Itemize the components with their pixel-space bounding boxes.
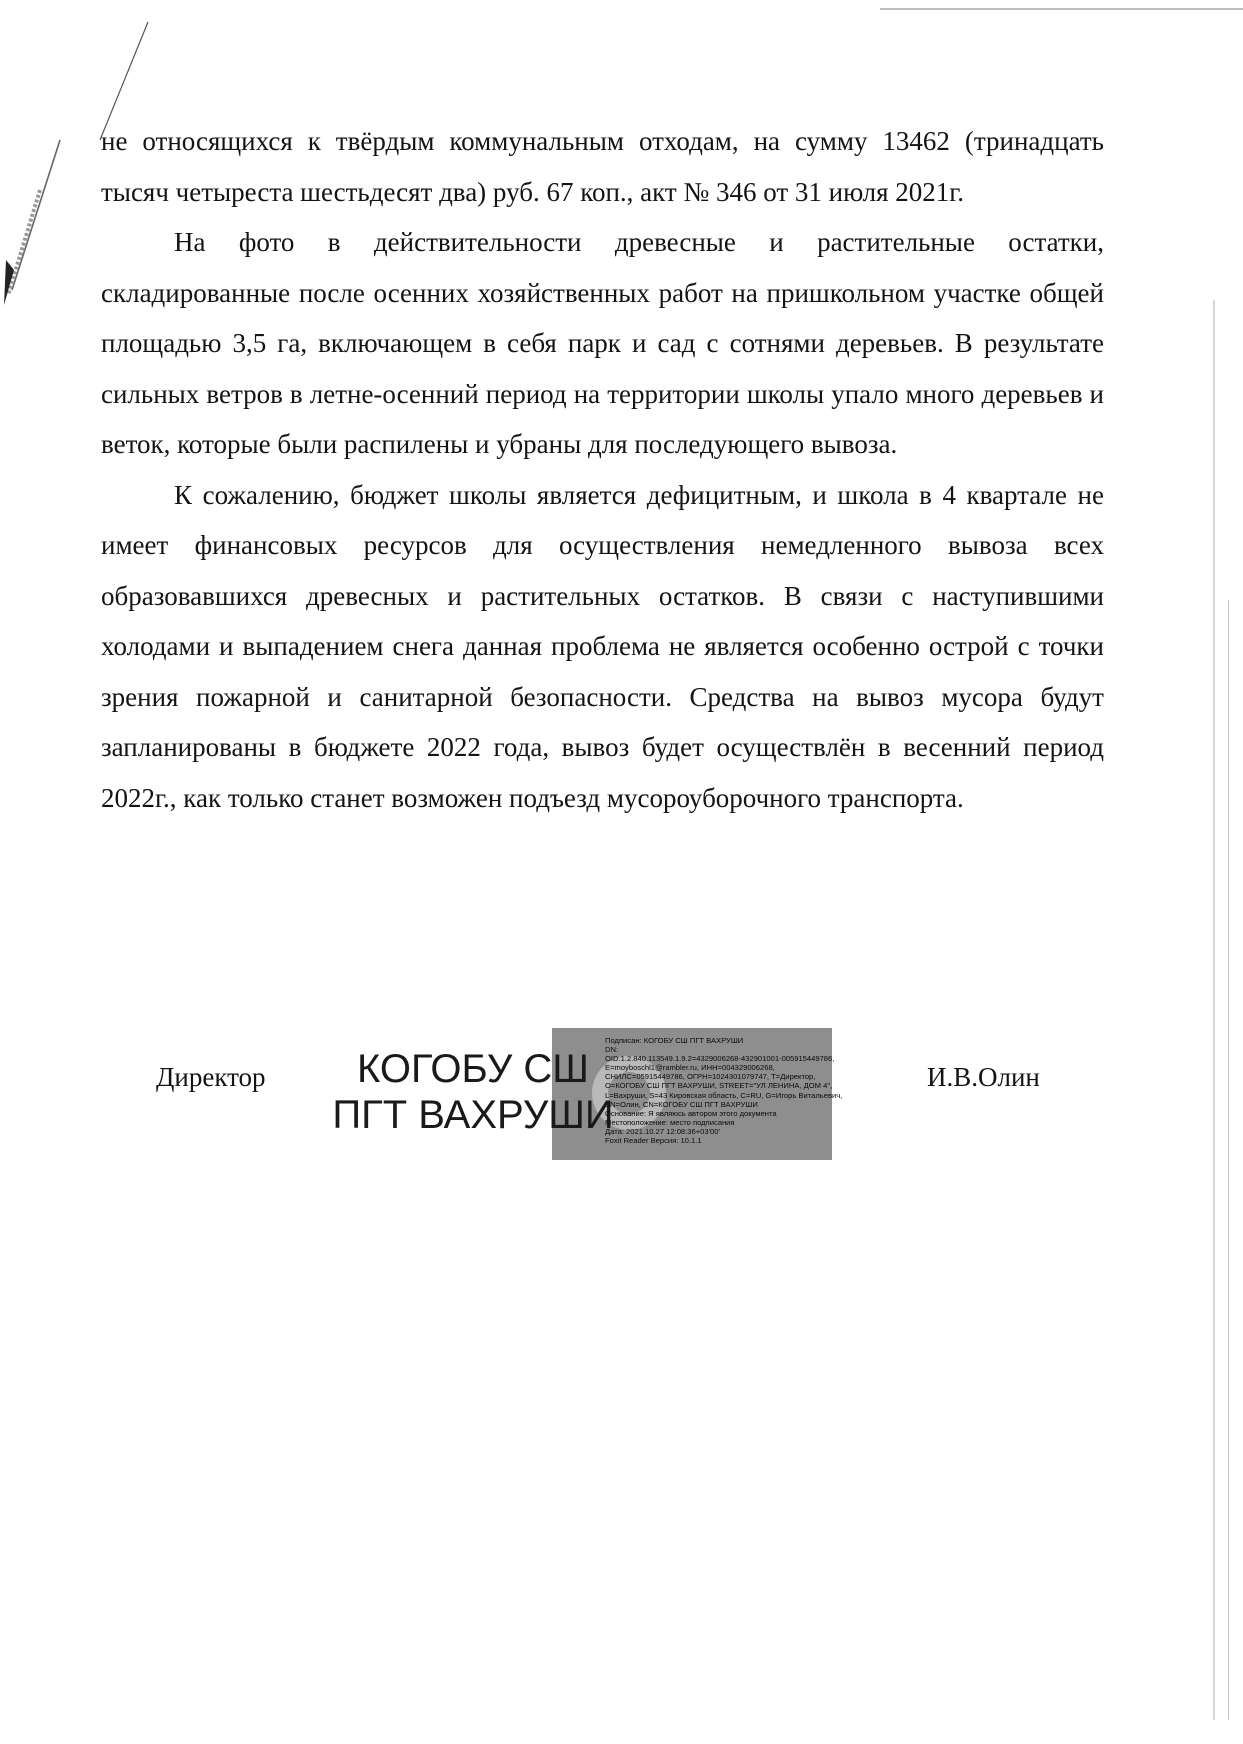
signature-detail-line: OID.1.2.840.113549.1.9.2=4329006268-432901001-005915449786,: [605, 1054, 835, 1064]
organization-line: ПГТ ВАХРУШИ: [332, 1093, 614, 1137]
signature-detail-line: Местоположение: место подписания: [605, 1117, 735, 1127]
signature-detail-line: L=Вахруши, S=43 Кировская область, C=RU, G=Игорь Витальевич,: [605, 1090, 843, 1100]
signer-name: И.В.Олин: [927, 1062, 1040, 1092]
signature-details: [605, 1036, 935, 1145]
signature-detail-line: Основание: Я являюсь автором этого документа: [605, 1108, 777, 1118]
signer-role: Директор: [156, 1062, 266, 1092]
signature-detail-line: SN=Олин, CN=КОГОБУ СШ ПГТ ВАХРУШИ: [605, 1099, 758, 1109]
organization-line: КОГОБУ СШ: [357, 1047, 589, 1091]
signature-detail-line: Дата: 2021.10.27 12:08:36+03'00': [605, 1126, 720, 1136]
letter-body: [101, 116, 1104, 823]
paragraph: На фото в действительности древесные и растительные остатки, складированные после осенних хозяйственных работ на пришкольном участке общей площадью 3,5 га, включающем в себя парк и сад с сотнями деревьев. В результате сильных ветров в летне-осенний период на территории школы упало много деревьев и веток, которые были распилены и убраны для последующего вывоза.: [101, 227, 1104, 459]
signature-detail-line: СНИЛС=05915449786, ОГРН=1024301079747, T=Директор,: [605, 1072, 816, 1082]
signature-detail-line: E=moyboschl1@rambler.ru, ИНН=004329006268,: [605, 1063, 775, 1073]
scan-edge-line: [880, 8, 1243, 10]
signature-detail-line: Foxit Reader Версия: 10.1.1: [605, 1136, 702, 1146]
signer-organization: [318, 1046, 628, 1138]
signature-detail-line: DN:: [605, 1045, 619, 1055]
paragraph: не относящихся к твёрдым коммунальным отходам, на сумму 13462 (тринадцать тысяч четыреста шестьдесят два) руб. 67 коп., акт № 346 от 31 июля 2021г.: [101, 126, 1104, 207]
signature-block: [0, 1010, 1243, 1160]
signature-detail-line: O=КОГОБУ СШ ПГТ ВАХРУШИ, STREET="УЛ ЛЕНИНА, ДОМ 4",: [605, 1081, 833, 1091]
paragraph: К сожалению, бюджет школы является дефицитным, и школа в 4 квартале не имеет финансовых ресурсов для осуществления немедленного вывоза всех образовавшихся древесных и растительных остатков. В связи с наступившими холодами и выпадением снега данная проблема не является особенно острой с точки зрения пожарной и санитарной безопасности. Средства на вывоз мусора будут запланированы в бюджете 2022 года, вывоз будет осуществлён в весенний период 2022г., как только станет возможен подъезд мусороуборочного транспорта.: [101, 479, 1104, 813]
scan-edge-line: [1228, 600, 1229, 1720]
signature-detail-line: Подписан: КОГОБУ СШ ПГТ ВАХРУШИ: [605, 1036, 744, 1045]
